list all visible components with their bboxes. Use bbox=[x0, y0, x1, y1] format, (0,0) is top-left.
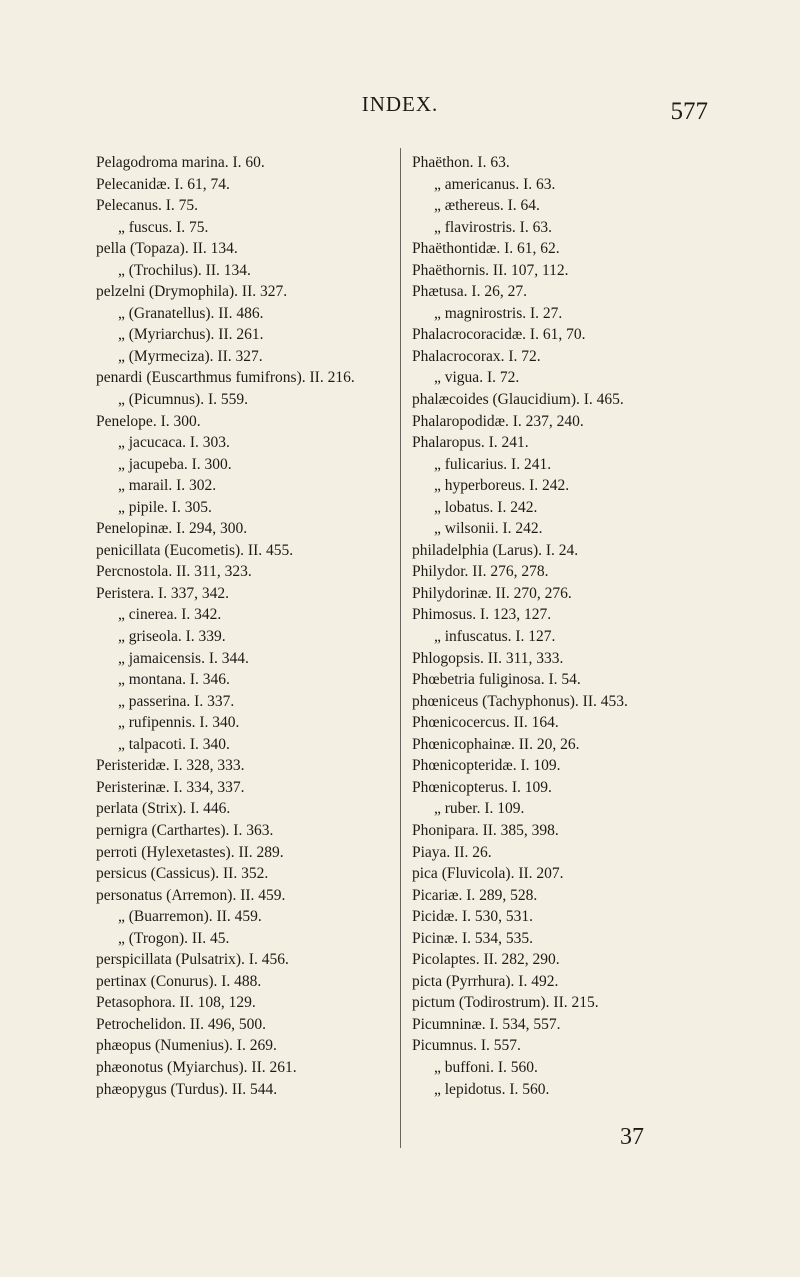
index-entry: Phætusa. I. 26, 27. bbox=[412, 283, 527, 301]
index-entry: Phœbetria fuliginosa. I. 54. bbox=[412, 671, 581, 689]
index-entry: Phalaropodidæ. I. 237, 240. bbox=[412, 412, 584, 430]
index-entry: „ (Myrmeciza). II. 327. bbox=[118, 347, 263, 365]
index-entry: persicus (Cassicus). II. 352. bbox=[96, 865, 269, 883]
index-entry: pica (Fluvicola). II. 207. bbox=[412, 865, 564, 883]
index-entry: Phlogopsis. II. 311, 333. bbox=[412, 649, 564, 667]
index-entry: „ fulicarius. I. 241. bbox=[434, 455, 552, 473]
index-entry: „ rufipennis. I. 340. bbox=[118, 714, 240, 732]
index-entry: „ talpacoti. I. 340. bbox=[118, 735, 230, 753]
index-entry: „ pipile. I. 305. bbox=[118, 498, 212, 516]
index-entry: „ (Buarremon). II. 459. bbox=[118, 908, 262, 926]
index-entry: Picinæ. I. 534, 535. bbox=[412, 929, 533, 947]
signature-mark: 37 bbox=[620, 1124, 644, 1150]
index-entry: perroti (Hylexetastes). II. 289. bbox=[96, 843, 284, 861]
index-entry: Phœnicophainæ. II. 20, 26. bbox=[412, 735, 580, 753]
index-entry: pertinax (Conurus). I. 488. bbox=[96, 972, 262, 990]
index-entry: „ wilsonii. I. 242. bbox=[434, 520, 543, 538]
index-entry: personatus (Arremon). II. 459. bbox=[96, 886, 286, 904]
index-entry: Phœnicopteridæ. I. 109. bbox=[412, 757, 561, 775]
index-entry: „ cinerea. I. 342. bbox=[118, 606, 222, 624]
index-entry: Pelecanus. I. 75. bbox=[96, 197, 199, 215]
index-entry: „ americanus. I. 63. bbox=[434, 175, 556, 193]
index-entry: Peristera. I. 337, 342. bbox=[96, 584, 230, 602]
index-entry: „ lobatus. I. 242. bbox=[434, 498, 538, 516]
page-number: 577 bbox=[670, 98, 708, 125]
index-entry: Pelecanidæ. I. 61, 74. bbox=[96, 175, 230, 193]
index-entry: philadelphia (Larus). I. 24. bbox=[412, 541, 579, 559]
index-entry: Penelope. I. 300. bbox=[96, 412, 201, 430]
index-entry: „ vigua. I. 72. bbox=[434, 369, 520, 387]
index-entry: Philydor. II. 276, 278. bbox=[412, 563, 549, 581]
index-entry: phæonotus (Myiarchus). II. 261. bbox=[96, 1058, 297, 1076]
index-entry: „ flavirostris. I. 63. bbox=[434, 218, 552, 236]
index-entry: „ fuscus. I. 75. bbox=[118, 218, 209, 236]
index-entry: „ passerina. I. 337. bbox=[118, 692, 235, 710]
index-entry: „ magnirostris. I. 27. bbox=[434, 304, 563, 322]
index-entry: Piaya. II. 26. bbox=[412, 843, 492, 861]
index-entry: Phalacrocoracidæ. I. 61, 70. bbox=[412, 326, 586, 344]
index-entry: Phonipara. II. 385, 398. bbox=[412, 821, 559, 839]
index-entry: Phœnicopterus. I. 109. bbox=[412, 778, 552, 796]
index-entry: Peristeridæ. I. 328, 333. bbox=[96, 757, 245, 775]
index-entry: Picumninæ. I. 534, 557. bbox=[412, 1015, 561, 1033]
index-entry: „ hyperboreus. I. 242. bbox=[434, 477, 570, 495]
index-entry: Petrochelidon. II. 496, 500. bbox=[96, 1015, 267, 1033]
index-entry: Phalaropus. I. 241. bbox=[412, 434, 529, 452]
index-entry: Phaëthon. I. 63. bbox=[412, 154, 510, 171]
index-entry: Pelagodroma marina. I. 60. bbox=[96, 154, 265, 171]
index-entry: Penelopinæ. I. 294, 300. bbox=[96, 520, 248, 538]
index-entry: Petasophora. II. 108, 129. bbox=[96, 994, 256, 1012]
index-entry: Philydorinæ. II. 270, 276. bbox=[412, 584, 572, 602]
column-divider bbox=[400, 148, 401, 1148]
index-entry: pelzelni (Drymophila). II. 327. bbox=[96, 283, 288, 301]
index-entry: „ buffoni. I. 560. bbox=[434, 1058, 538, 1076]
index-entry: phæopus (Numenius). I. 269. bbox=[96, 1037, 277, 1055]
index-entry: „ lepidotus. I. 560. bbox=[434, 1080, 550, 1098]
index-entry: „ (Picumnus). I. 559. bbox=[118, 391, 249, 409]
index-entry: Picolaptes. II. 282, 290. bbox=[412, 951, 560, 969]
index-entry: „ jamaicensis. I. 344. bbox=[118, 649, 249, 667]
index-entry: Phaëthornis. II. 107, 112. bbox=[412, 261, 569, 279]
index-entry: penicillata (Eucometis). II. 455. bbox=[96, 541, 294, 559]
index-entry: „ montana. I. 346. bbox=[118, 671, 230, 689]
index-entry: Percnostola. II. 311, 323. bbox=[96, 563, 252, 581]
index-entry: Peristerinæ. I. 334, 337. bbox=[96, 778, 245, 796]
index-entry: „ ruber. I. 109. bbox=[434, 800, 525, 818]
index-entry: „ jacupeba. I. 300. bbox=[118, 455, 232, 473]
index-column-left bbox=[96, 152, 416, 1100]
index-entry: Picumnus. I. 557. bbox=[412, 1037, 521, 1055]
page-header bbox=[0, 92, 800, 132]
index-entry: Phaëthontidæ. I. 61, 62. bbox=[412, 240, 560, 258]
index-entry: „ (Trochilus). II. 134. bbox=[118, 261, 251, 279]
index-entry: pella (Topaza). II. 134. bbox=[96, 240, 238, 258]
index-entry: „ infuscatus. I. 127. bbox=[434, 628, 556, 646]
index-entry: Picariæ. I. 289, 528. bbox=[412, 886, 538, 904]
index-entry: picta (Pyrrhura). I. 492. bbox=[412, 972, 559, 990]
index-entry: pernigra (Carthartes). I. 363. bbox=[96, 821, 274, 839]
index-entry: phæopygus (Turdus). II. 544. bbox=[96, 1080, 278, 1098]
page-title: INDEX. bbox=[361, 92, 439, 116]
index-entry: Phœnicocercus. II. 164. bbox=[412, 714, 559, 732]
index-entry: „ (Trogon). II. 45. bbox=[118, 929, 230, 947]
index-entry: Phimosus. I. 123, 127. bbox=[412, 606, 552, 624]
index-entry: Picidæ. I. 530, 531. bbox=[412, 908, 533, 926]
index-entry: penardi (Euscarthmus fumifrons). II. 216. bbox=[96, 369, 355, 387]
index-entry: perlata (Strix). I. 446. bbox=[96, 800, 231, 818]
index-entry: pictum (Todirostrum). II. 215. bbox=[412, 994, 599, 1012]
index-entry: „ (Granatellus). II. 486. bbox=[118, 304, 264, 322]
index-entry: „ (Myriarchus). II. 261. bbox=[118, 326, 264, 344]
index-entry: phœniceus (Tachyphonus). II. 453. bbox=[412, 692, 628, 710]
index-entry: Phalacrocorax. I. 72. bbox=[412, 347, 541, 365]
index-column-right bbox=[412, 152, 752, 1100]
index-entry: „ jacucaca. I. 303. bbox=[118, 434, 230, 452]
index-entry: „ griseola. I. 339. bbox=[118, 628, 226, 646]
index-entry: „ marail. I. 302. bbox=[118, 477, 217, 495]
index-entry: phalæcoides (Glaucidium). I. 465. bbox=[412, 391, 624, 409]
index-entry: „ æthereus. I. 64. bbox=[434, 197, 540, 215]
index-entry: perspicillata (Pulsatrix). I. 456. bbox=[96, 951, 289, 969]
